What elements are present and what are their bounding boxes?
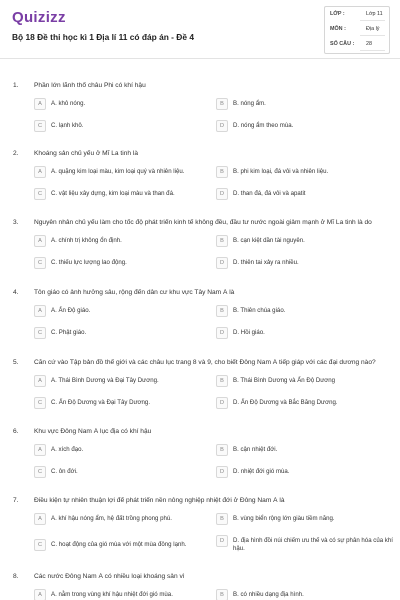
option-letter-badge: A [34,235,46,247]
option-letter-badge: A [34,305,46,317]
option-text: C. thiếu lực lượng lao động. [51,259,127,266]
option-text: D. than đá, đá vôi và apatit [233,190,306,197]
option-text: B. Thái Bình Dương và Ấn Độ Dương [233,377,336,384]
question-text: Căn cứ vào Tập bản đồ thế giới và các châu lục trang 8 và 9, cho biết Đông Nam Á tiếp giáp với các đại dương nào? [34,359,376,366]
option-letter-badge: A [34,513,46,525]
option-text: B. có nhiều dạng địa hình. [233,591,304,598]
question-number: 6. [13,428,19,435]
option-letter-badge: C [34,466,46,478]
meta-divider [360,50,385,51]
question-text: Khoáng sản chủ yếu ở Mĩ La tinh là [34,150,139,157]
meta-value: Địa lý [366,26,380,32]
option-letter-badge: B [216,166,228,178]
question-number: 1. [13,82,19,89]
option-letter-badge: D [216,397,228,409]
option-text: C. vật liệu xây dựng, kim loại màu và than đá. [51,190,175,197]
option-letter-badge: D [216,535,228,547]
question-number: 8. [13,573,19,580]
meta-label: LỚP : [330,11,345,17]
meta-row-count [330,37,385,51]
option-text: B. cạn kiệt dần tài nguyên. [233,237,305,244]
option-letter-badge: C [34,397,46,409]
option-text: D. Ấn Độ Dương và Bắc Băng Dương. [233,399,338,406]
question-text: Phần lớn lãnh thổ châu Phi có khí hậu [34,82,146,89]
meta-divider [360,20,385,21]
option-letter-badge: B [216,235,228,247]
option-text: A. Thái Bình Dương và Đại Tây Dương. [51,377,159,384]
option-text: C. hoạt động của gió mùa với một mùa đông lạnh. [51,541,187,548]
meta-label: SỐ CÂU : [330,41,355,47]
worksheet-header [0,0,400,59]
option-text: A. xích đạo. [51,446,84,453]
option-letter-badge: A [34,166,46,178]
option-letter-badge: A [34,98,46,110]
question-number: 2. [13,150,19,157]
option-text: B. vùng biển rộng lớn giàu tiềm năng. [233,515,335,522]
meta-label: MÔN : [330,26,346,32]
option-text: B. nóng ẩm. [233,100,266,107]
option-letter-badge: B [216,305,228,317]
meta-row-class [330,7,385,21]
option-letter-badge: C [34,327,46,339]
option-text: D. thiên tai xảy ra nhiều. [233,259,299,266]
meta-info-box [324,6,390,54]
option-letter-badge: B [216,589,228,600]
option-text: D. nhiệt đới gió mùa. [233,468,290,475]
question-number: 7. [13,497,19,504]
option-text: C. Phật giáo. [51,329,87,336]
option-text: A. khô nóng. [51,100,86,107]
option-letter-badge: A [34,589,46,600]
worksheet-title: Bộ 18 Đề thi học kì 1 Địa lí 11 có đáp án - Đề 4 [12,32,194,42]
option-text: A. khí hậu nóng ẩm, hệ đất trồng phong phú. [51,515,172,522]
option-letter-badge: C [34,120,46,132]
question-text: Điều kiện tự nhiên thuận lợi để phát triển nền nông nghiệp nhiệt đới ở Đông Nam Á là [34,497,285,504]
option-letter-badge: B [216,444,228,456]
meta-value: 28 [366,41,372,47]
option-letter-badge: C [34,539,46,551]
option-letter-badge: D [216,466,228,478]
option-letter-badge: D [216,257,228,269]
option-text: C. Ấn Độ Dương và Đại Tây Dương. [51,399,151,406]
option-text: C. lạnh khô. [51,122,84,129]
option-letter-badge: D [216,327,228,339]
option-text: C. ôn đới. [51,468,78,475]
option-letter-badge: A [34,375,46,387]
option-letter-badge: B [216,375,228,387]
option-text: D. nóng ẩm theo mùa. [233,122,294,129]
option-letter-badge: B [216,513,228,525]
question-text: Các nước Đông Nam Á có nhiều loại khoáng sản vì [34,573,185,580]
question-number: 5. [13,359,19,366]
option-letter-badge: C [34,188,46,200]
meta-row-subject [330,22,385,36]
quizizz-logo: Quizizz [12,9,66,26]
meta-divider [360,35,385,36]
question-number: 4. [13,289,19,296]
question-text: Tôn giáo có ảnh hưởng sâu, rộng đến dân cư khu vực Tây Nam Á là [34,289,235,296]
option-text: A. chính trị không ổn định. [51,237,122,244]
option-text: B. phi kim loại, đá vôi và nhiên liệu. [233,168,329,175]
option-text: D. địa hình đồi núi chiếm ưu thế và có sự phân hóa của khí hậu. [233,537,393,552]
question-number: 3. [13,219,19,226]
option-text: B. cận nhiệt đới. [233,446,278,453]
option-text: A. nằm trong vùng khí hậu nhiệt đới gió mùa. [51,591,173,598]
option-text: B. Thiên chúa giáo. [233,307,286,314]
question-text: Nguyên nhân chủ yếu làm cho tốc độ phát triển kinh tế không đều, đầu tư nước ngoài giảm mạnh ở Mĩ La tinh là do [34,219,372,226]
option-text: D. Hồi giáo. [233,329,265,336]
question-text: Khu vực Đông Nam Á lục địa có khí hậu [34,428,152,435]
option-letter-badge: A [34,444,46,456]
option-text: A. Ấn Độ giáo. [51,307,91,314]
option-letter-badge: D [216,188,228,200]
option-letter-badge: B [216,98,228,110]
option-letter-badge: D [216,120,228,132]
option-text: A. quặng kim loại màu, kim loại quý và nhiên liệu. [51,168,185,175]
meta-value: Lớp 11 [366,11,383,17]
option-letter-badge: C [34,257,46,269]
